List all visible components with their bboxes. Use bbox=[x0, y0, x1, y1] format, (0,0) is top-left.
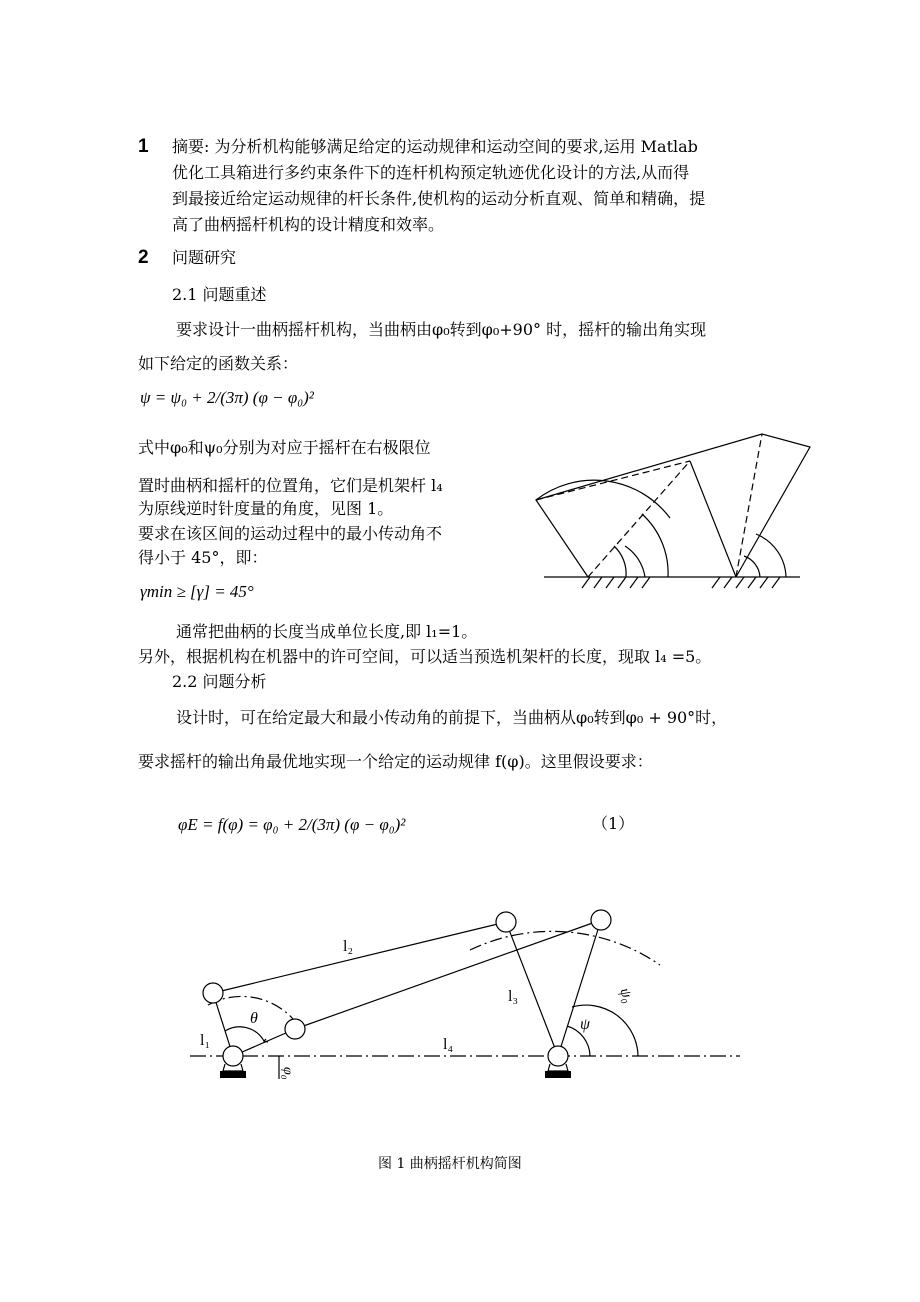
sketch-arc-2 bbox=[642, 514, 668, 577]
description-line-3: 为原线逆时针度量的角度，见图 1。 bbox=[138, 499, 394, 518]
sketch-arc-3 bbox=[625, 546, 645, 577]
frame-length-line: 另外，根据机构在机器中的许可空间，可以适当预选机架杆的长度，现取 l₄ =5。 bbox=[138, 647, 712, 666]
sketch-dashed-rocker bbox=[736, 434, 762, 577]
label-l4: l₄ bbox=[443, 1036, 454, 1053]
label-l1: l₁ bbox=[200, 1032, 211, 1049]
sketch-rocker-left bbox=[690, 461, 736, 577]
section-number-2: 2 bbox=[138, 247, 149, 268]
rocker-trace-arc bbox=[470, 931, 660, 965]
support-hatching bbox=[220, 1071, 571, 1078]
description-line-5: 得小于 45°，即： bbox=[138, 548, 268, 567]
description-line-2: 置时曲柄和摇杆的位置角，它们是机架杆 l₄ bbox=[138, 476, 443, 495]
unit-length-line: 通常把曲柄的长度当成单位长度,即 l₁=1。 bbox=[176, 622, 478, 641]
abstract-line-1: 摘要: 为分析机构能够满足给定的运动规律和运动空间的要求,运用 Matlab bbox=[172, 137, 698, 156]
sketch-links bbox=[536, 434, 810, 577]
label-psi: ψ bbox=[580, 1016, 590, 1033]
joint-a-prime bbox=[285, 1019, 305, 1039]
subsection-2-1-heading: 2.1 问题重述 bbox=[172, 285, 267, 304]
sketch-diagram bbox=[530, 426, 830, 596]
label-l3: l₃ bbox=[508, 988, 519, 1005]
figure-caption: 图 1 曲柄摇杆机构简图 bbox=[378, 1156, 522, 1172]
label-l2: l₂ bbox=[343, 938, 354, 955]
formula-number: （1） bbox=[592, 814, 635, 833]
label-phi0: φ₀ bbox=[280, 1067, 295, 1080]
joint-b bbox=[496, 912, 516, 932]
description-line-4: 要求在该区间的运动过程中的最小传动角不 bbox=[138, 524, 443, 543]
formula-psi: ψ = ψ₀ + 2/(3π) (φ − φ₀)² bbox=[140, 388, 314, 407]
mechanism-figure bbox=[180, 895, 750, 1110]
sketch-arc-1 bbox=[536, 480, 670, 518]
section-number-1: 1 bbox=[138, 136, 149, 157]
restatement-line-2: 如下给定的函数关系： bbox=[138, 354, 299, 373]
abstract-line-3: 到最接近给定运动规律的杆长条件,使机构的运动分析直观、简单和精确，提 bbox=[172, 189, 706, 208]
formula-gamma: γmin ≥ [γ] = 45° bbox=[140, 582, 254, 601]
description-line-1: 式中φ₀和ψ₀分别为对应于摇杆在右极限位 bbox=[138, 438, 431, 457]
restatement-line-1: 要求设计一曲柄摇杆机构，当曲柄由φ₀转到φ₀+90° 时，摇杆的输出角实现 bbox=[176, 320, 707, 339]
subsection-2-2-heading: 2.2 问题分析 bbox=[172, 672, 267, 691]
ground-hatch bbox=[582, 577, 780, 588]
theta-arc bbox=[225, 1027, 264, 1041]
joint-a bbox=[203, 983, 223, 1003]
label-theta: θ bbox=[250, 1010, 258, 1027]
analysis-line-2: 要求摇杆的输出角最优地实现一个给定的运动规律 f(φ)。这里假设要求： bbox=[138, 752, 653, 771]
label-psi0: ψ₀ bbox=[616, 985, 637, 1006]
abstract-line-4: 高了曲柄摇杆机构的设计精度和效率。 bbox=[172, 215, 445, 234]
crank-pivot-joint bbox=[223, 1046, 243, 1066]
coupler-l2-position-a bbox=[213, 922, 506, 993]
joint-b-prime bbox=[591, 910, 611, 930]
rocker-pivot-joint bbox=[548, 1046, 568, 1066]
sketch-dashed-link-top bbox=[536, 461, 690, 500]
sketch-arc-5 bbox=[756, 534, 786, 577]
section-title: 问题研究 bbox=[172, 248, 237, 267]
rocker-position-b bbox=[558, 920, 601, 1056]
formula-phiE: φE = f(φ) = φ₀ + 2/(3π) (φ − φ₀)² bbox=[178, 815, 406, 834]
abstract-line-2: 优化工具箱进行多约束条件下的连杆机构预定轨迹优化设计的方法,从而得 bbox=[172, 163, 690, 182]
analysis-line-1: 设计时，可在给定最大和最小传动角的前提下，当曲柄从φ₀转到φ₀ + 90°时， bbox=[176, 708, 728, 727]
sketch-arc-4 bbox=[614, 546, 626, 577]
